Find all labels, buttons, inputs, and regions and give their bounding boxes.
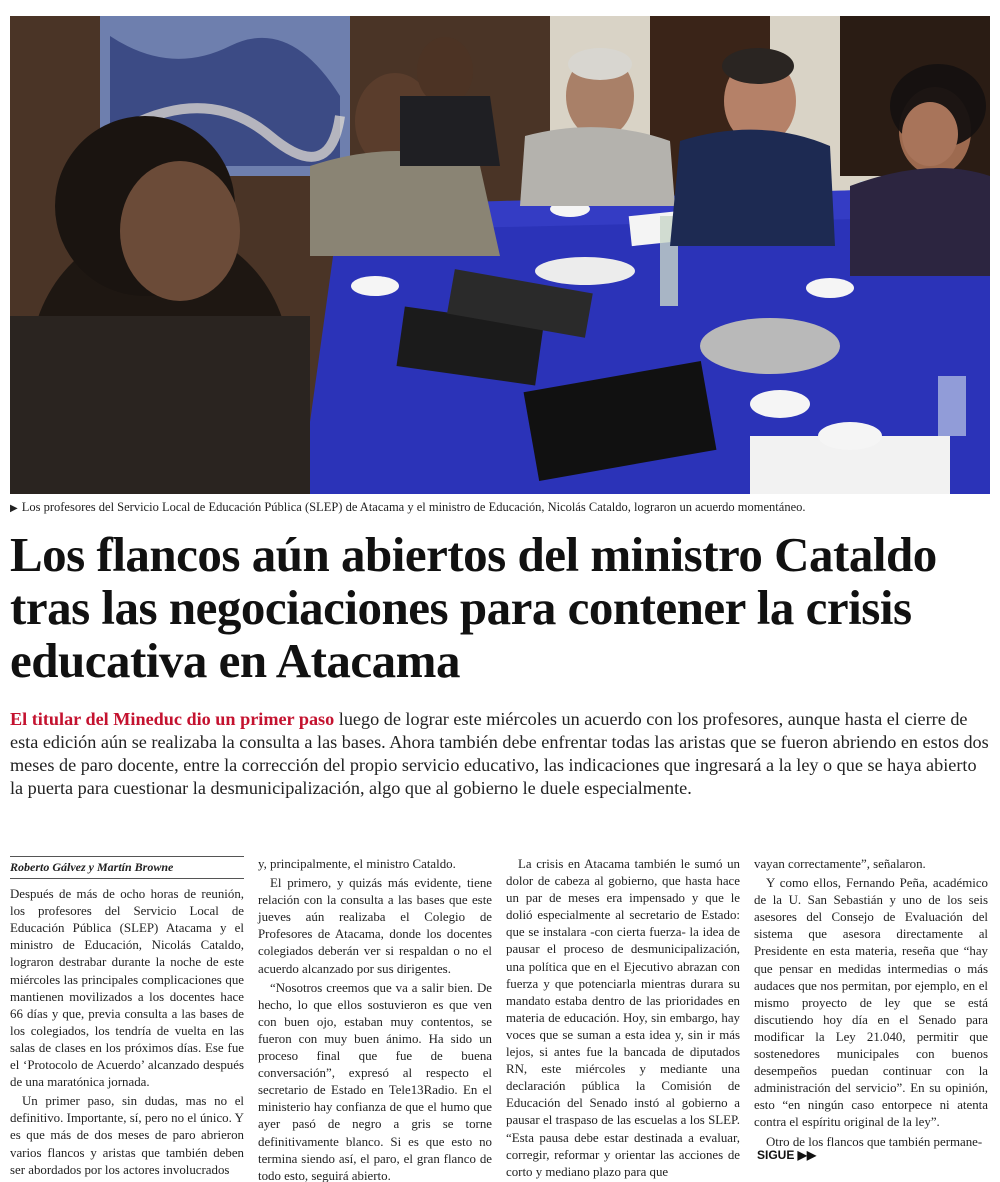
photo-meeting-icon (10, 16, 990, 494)
article-column-2 (258, 856, 492, 1182)
paragraph: La crisis en Atacama también le sumó un dolor de cabeza al gobierno, que hasta hace un par de meses era impensado y que le dolió especialmente al secretario de Estado: que se instalara -con cierta fuerza- la idea de pausar el proceso de desmunicipalización, una política que en el Ejecutivo abrazan con fuerza y que potenciarla mientras durara su mandato estaba dentro de las prioridades en materia de educación. Hoy, sin embargo, hay voces que se suman a esta idea y, sin ir más lejos, si antes fue la bancada de diputados RN, este miércoles y mediante una declaración pública la Comisión de Educación del Senado instó al gobierno a pausar el traspaso de las escuelas a los SLEP. “Esta pausa debe estar destinada a evaluar, corregir, reformar y orientar las acciones de corto y mediano plazo para que (506, 857, 740, 1179)
headline: Los flancos aún abiertos del ministro Cataldo tras las negociaciones para contener la crisis educativa en Atacama (10, 527, 937, 688)
caption-text: Los profesores del Servicio Local de Educación Pública (SLEP) de Atacama y el ministro de Educación, Nicolás Cataldo, lograron un acuerdo momentáneo. (21, 500, 806, 514)
caption-arrow-icon: ▶ (10, 503, 18, 514)
article-deck (10, 708, 990, 800)
paragraph: vayan correctamente”, señalaron. (754, 857, 926, 871)
paragraph: Después de más de ocho horas de reunión, los profesores del Servicio Local de Educación Pública (SLEP) Atacama y el ministro de Educación, Nicolás Cataldo, lograron destrabar durante la noche de este miércoles las principales complicaciones que mantienen movilizados a los docentes hace 66 días y que, previa consulta a las bases de los colegiados, los tendría de vuelta en las salas de clases en los próximos días. Ese fue el ‘Protocolo de Acuerdo’ alcanzado después de una maratónica jornada. (10, 887, 244, 1090)
article-column-1 (10, 856, 244, 1179)
paragraph: Un primer paso, sin dudas, mas no el definitivo. Importante, sí, pero no el único. Y es que más de dos meses de paro abrieron varios flancos y aristas que también deben ser abordados por los actores involucrados (10, 1094, 244, 1177)
paragraph: Y como ellos, Fernando Peña, académico de la U. San Sebastián y uno de los seis asesores del Consejo de Evaluación del sistema que asesora directamente al Presidente en esta materia, reseña que “hay que pensar en medidas intermedias o más audaces que nos permitan, por ejemplo, en el mismo proyecto de ley que se está discutiendo hoy día en el Senado para modificar la Ley 21.040, permitir que sostenedores municipales con buenos desempeños puedan continuar con la administración del servicio”. En su opinión, esto “en ningún caso entorpece ni atenta contra el espíritu original de la ley”. (754, 876, 988, 1130)
paragraph: Otro de los flancos que también permane- (766, 1134, 983, 1149)
paragraph: “Nosotros creemos que va a salir bien. De hecho, lo que ellos sostuvieron es que ven con buen ojo, estaban muy contentos, se fueron con muy buen ánimo. Ha sido un proceso final que fue de buena conversación”, expresó al respecto el secretario de Estado en Tele13Radio. En el ministerio hay confianza de que el humo que ayer pasó de negro a gris se torne definitivamente blanco. Si es que esto no termina siendo así, el paro, el gran flanco de todo esto, seguirá abierto. (258, 980, 492, 1182)
continue-marker[interactable]: SIGUE ▶▶ (757, 1148, 817, 1162)
deck-lead: El titular del Mineduc dio un primer paso (10, 709, 335, 729)
article-column-4 (754, 856, 988, 1151)
photo-caption (10, 499, 990, 517)
article-photo (10, 16, 990, 494)
byline: Roberto Gálvez y Martín Browne (10, 856, 244, 879)
deck-text: luego de lograr este miércoles un acuerdo con los profesores, aunque hasta el cierre de esta edición aún se realizaba la consulta a las bases. Ahora también debe enfrentar todas las aristas que se fueron abriendo en estos dos meses de paro docente, entre la corrección del propio servicio educativo, las indicaciones que ingresará a la ley o que se haya abierto la puerta para cuestionar la desmunicipalización, algo que al gobierno le duele especialmente. (10, 709, 989, 798)
article-column-3 (506, 856, 740, 1181)
paragraph: y, principalmente, el ministro Cataldo. (258, 857, 456, 871)
paragraph: El primero, y quizás más evidente, tiene relación con la consulta a las bases que este jueves aún realizaba el Colegio de Profesores de Atacama, donde los docentes colegiados deberán ver si respaldan o no el acuerdo alcanzado por sus dirigentes. (258, 876, 492, 976)
